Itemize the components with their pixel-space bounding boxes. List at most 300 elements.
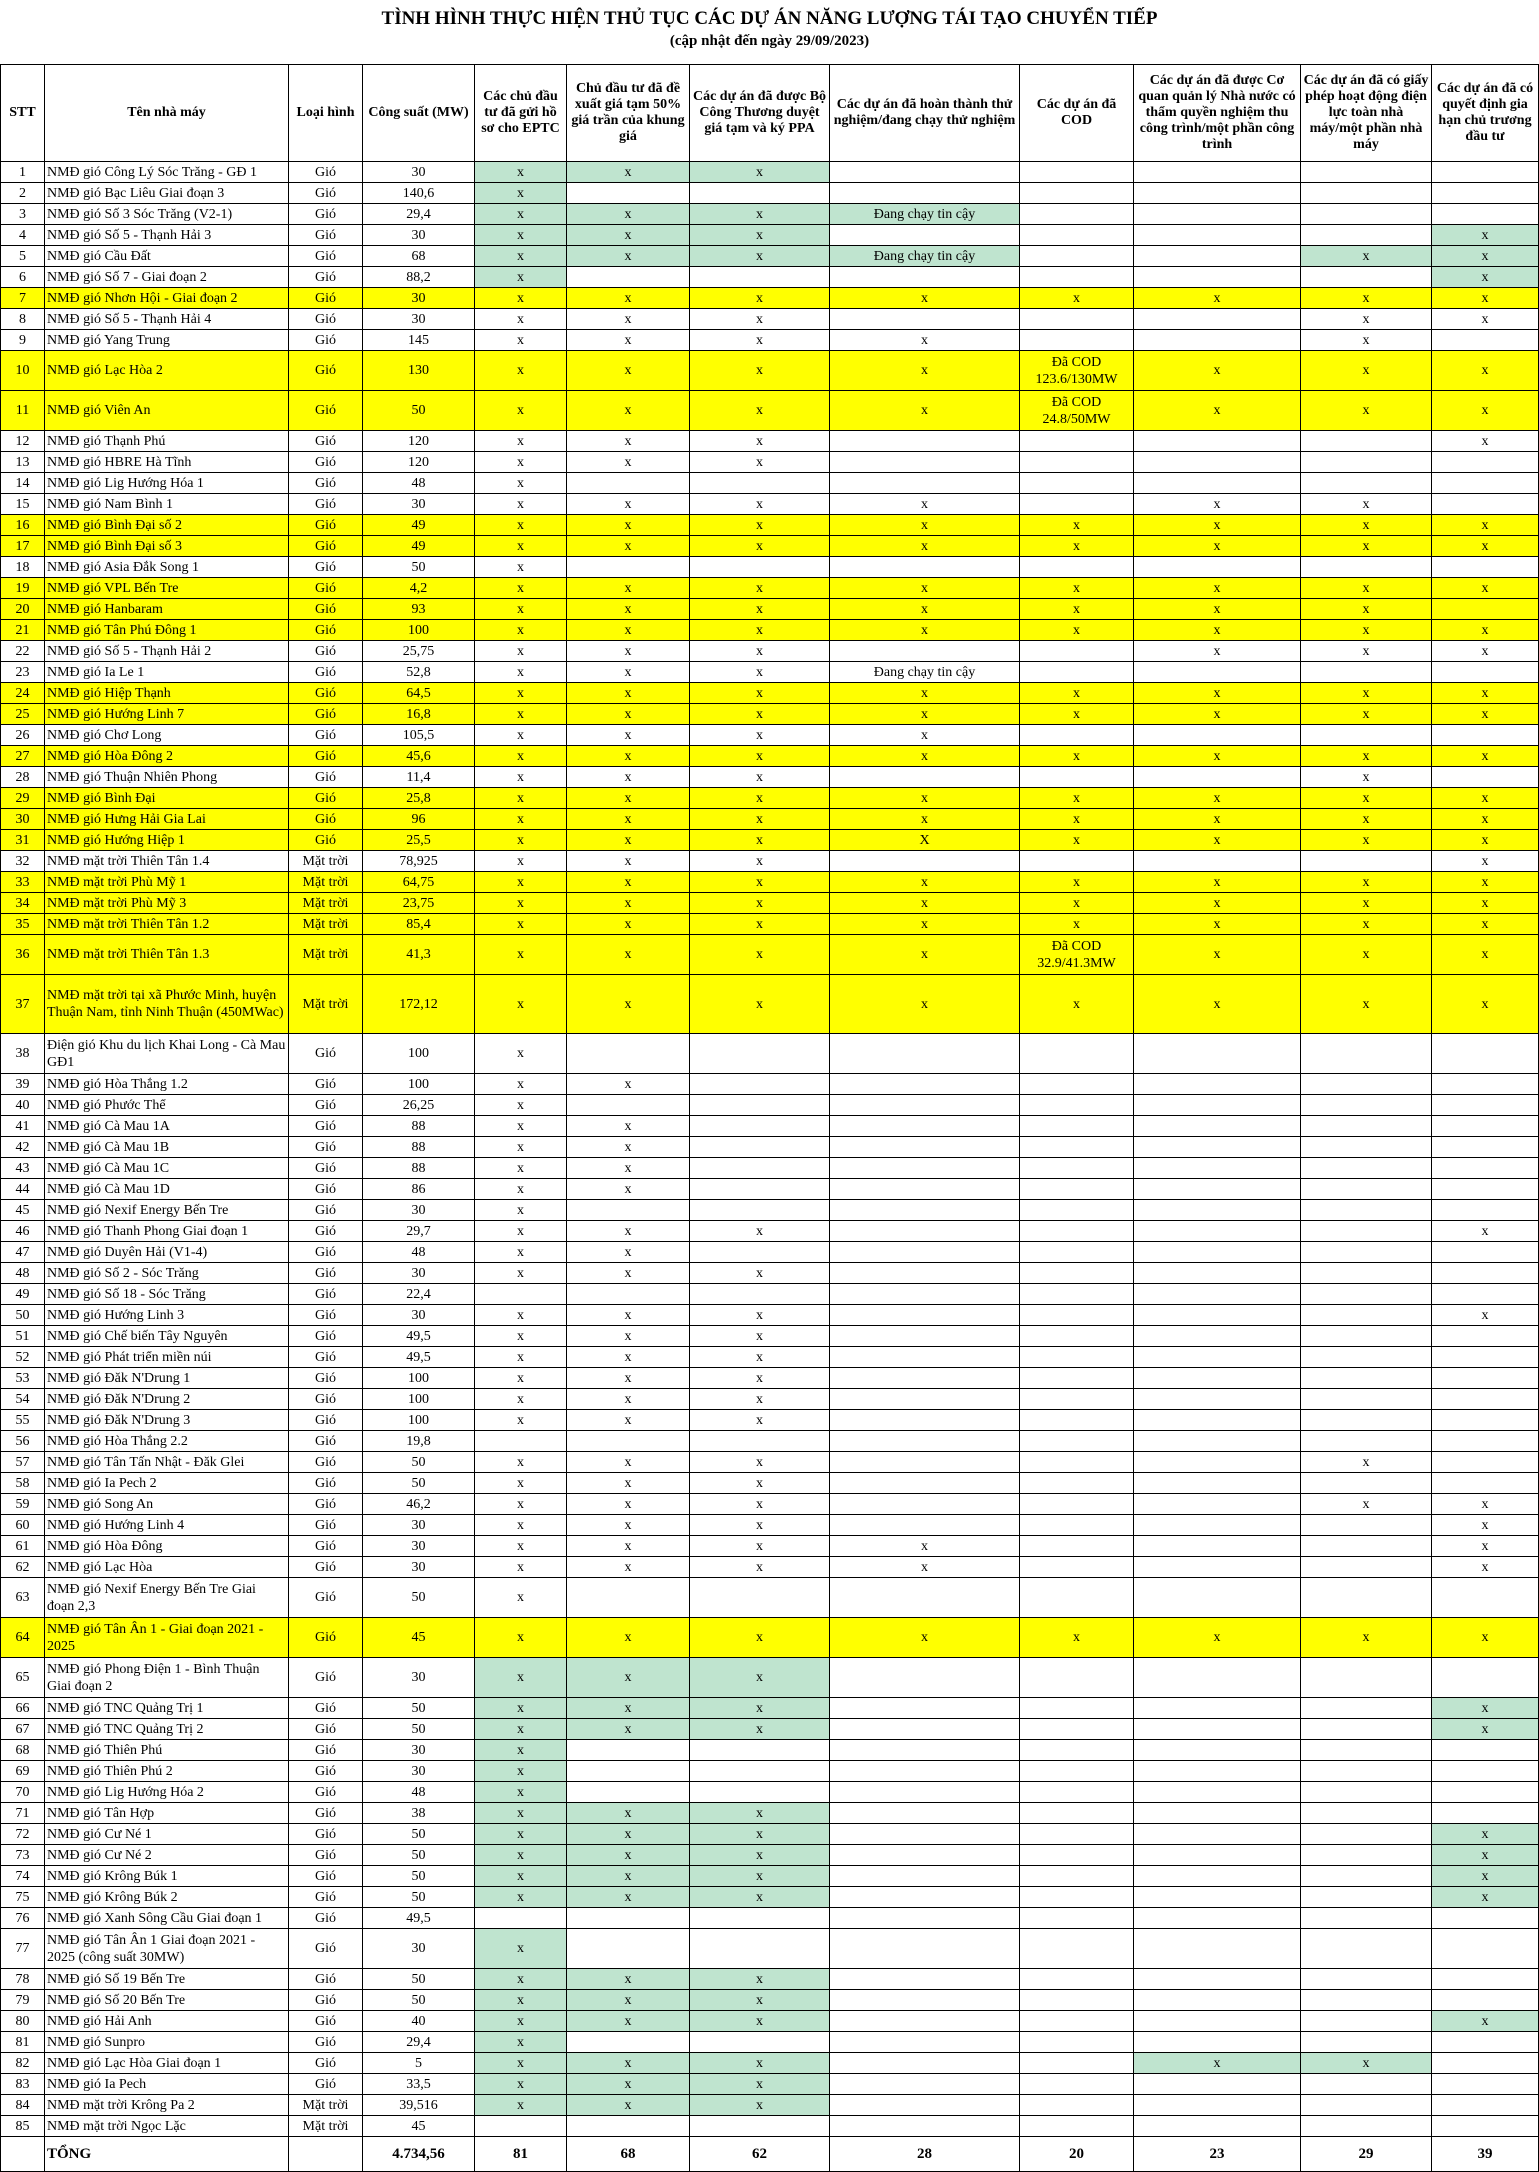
status-cell: x	[567, 309, 690, 330]
plant-type: Gió	[289, 1698, 363, 1719]
status-cell	[1020, 725, 1134, 746]
status-cell: x	[1301, 641, 1432, 662]
status-cell: x	[567, 2011, 690, 2032]
row-stt: 46	[1, 1221, 45, 1242]
table-row	[1, 2032, 1539, 2053]
status-cell	[1301, 1179, 1432, 1200]
status-cell	[1020, 1473, 1134, 1494]
status-cell: x	[1301, 746, 1432, 767]
plant-type: Gió	[289, 1095, 363, 1116]
status-cell: x	[475, 641, 567, 662]
status-cell: x	[567, 2095, 690, 2116]
status-cell: x	[690, 1969, 830, 1990]
status-cell	[1020, 473, 1134, 494]
status-cell: x	[1432, 1887, 1539, 1908]
status-cell: x	[567, 1557, 690, 1578]
status-cell	[1432, 1578, 1539, 1618]
header-cell: Các dự án đã hoàn thành thử nghiệm/đang chạy thử nghiệm	[830, 65, 1020, 162]
status-cell	[830, 1389, 1020, 1410]
status-cell: x	[475, 183, 567, 204]
plant-name: NMĐ mặt trời Ngọc Lặc	[45, 2116, 289, 2137]
plant-type: Mặt trời	[289, 914, 363, 935]
status-cell	[1301, 1368, 1432, 1389]
status-cell	[830, 1137, 1020, 1158]
status-cell: x	[690, 683, 830, 704]
status-cell	[1020, 267, 1134, 288]
status-cell: x	[1301, 246, 1432, 267]
status-cell	[1134, 1221, 1301, 1242]
status-cell	[690, 1179, 830, 1200]
status-cell: x	[567, 935, 690, 975]
row-stt: 66	[1, 1698, 45, 1719]
status-cell: x	[1134, 288, 1301, 309]
status-cell	[567, 1095, 690, 1116]
status-cell: x	[475, 267, 567, 288]
status-cell	[567, 473, 690, 494]
status-cell: x	[1301, 330, 1432, 351]
status-cell: x	[830, 288, 1020, 309]
status-cell	[1020, 452, 1134, 473]
status-cell	[1134, 452, 1301, 473]
status-cell	[1301, 1761, 1432, 1782]
status-cell	[1134, 1410, 1301, 1431]
status-cell	[1301, 473, 1432, 494]
status-cell	[1020, 767, 1134, 788]
status-cell: x	[830, 620, 1020, 641]
status-cell	[1432, 1137, 1539, 1158]
status-cell: x	[690, 809, 830, 830]
status-cell	[1134, 2095, 1301, 2116]
plant-capacity: 23,75	[363, 893, 475, 914]
status-cell	[830, 1824, 1020, 1845]
table-row	[1, 536, 1539, 557]
plant-name: NMĐ gió Bạc Liêu Giai đoạn 3	[45, 183, 289, 204]
status-cell	[1301, 225, 1432, 246]
status-cell: x	[475, 1536, 567, 1557]
status-cell	[1020, 1578, 1134, 1618]
row-stt: 32	[1, 851, 45, 872]
status-cell	[1432, 1347, 1539, 1368]
table-row	[1, 1389, 1539, 1410]
status-cell	[1020, 1158, 1134, 1179]
row-stt: 54	[1, 1389, 45, 1410]
table-row	[1, 431, 1539, 452]
status-cell	[1134, 1263, 1301, 1284]
status-cell	[1134, 2116, 1301, 2137]
status-cell: x	[567, 914, 690, 935]
plant-type: Gió	[289, 788, 363, 809]
plant-capacity: 30	[363, 225, 475, 246]
status-cell	[475, 1284, 567, 1305]
status-cell	[1432, 1284, 1539, 1305]
status-cell: x	[475, 1578, 567, 1618]
row-stt: 23	[1, 662, 45, 683]
status-cell: x	[1020, 599, 1134, 620]
plant-capacity: 45,6	[363, 746, 475, 767]
plant-type: Gió	[289, 1452, 363, 1473]
plant-name: NMĐ gió Nexif Energy Bến Tre Giai đoạn 2,3	[45, 1578, 289, 1618]
status-cell: x	[475, 662, 567, 683]
row-stt: 29	[1, 788, 45, 809]
status-cell	[567, 1929, 690, 1969]
status-cell	[1301, 1719, 1432, 1740]
status-cell	[1020, 1908, 1134, 1929]
table-row	[1, 557, 1539, 578]
plant-type: Gió	[289, 1929, 363, 1969]
status-cell: x	[475, 452, 567, 473]
status-cell: x	[1301, 914, 1432, 935]
status-cell	[1301, 1866, 1432, 1887]
status-cell: x	[1020, 872, 1134, 893]
status-cell: x	[1432, 1221, 1539, 1242]
total-type-cell	[289, 2137, 363, 2172]
status-cell: x	[475, 935, 567, 975]
plant-capacity: 30	[363, 1658, 475, 1698]
table-row	[1, 1200, 1539, 1221]
status-cell	[830, 1305, 1020, 1326]
status-cell: x	[830, 1618, 1020, 1658]
status-cell: x	[1301, 809, 1432, 830]
status-cell: x	[475, 1719, 567, 1740]
status-cell	[830, 2095, 1020, 2116]
status-cell	[475, 1908, 567, 1929]
status-cell	[1134, 246, 1301, 267]
status-cell: x	[567, 704, 690, 725]
status-cell	[567, 1740, 690, 1761]
plant-name: NMĐ gió Đăk N'Drung 2	[45, 1389, 289, 1410]
row-stt: 48	[1, 1263, 45, 1284]
plant-type: Gió	[289, 1515, 363, 1536]
status-cell: x	[1301, 1452, 1432, 1473]
status-cell	[1432, 2053, 1539, 2074]
plant-type: Gió	[289, 1431, 363, 1452]
status-cell	[830, 1761, 1020, 1782]
plant-name: NMĐ gió Thiên Phú	[45, 1740, 289, 1761]
row-stt: 19	[1, 578, 45, 599]
row-stt: 80	[1, 2011, 45, 2032]
row-stt: 56	[1, 1431, 45, 1452]
header-cell: Công suất (MW)	[363, 65, 475, 162]
row-stt: 35	[1, 914, 45, 935]
status-cell: x	[475, 1179, 567, 1200]
plant-capacity: 30	[363, 1515, 475, 1536]
status-cell: x	[475, 1990, 567, 2011]
row-stt: 76	[1, 1908, 45, 1929]
plant-capacity: 50	[363, 1473, 475, 1494]
status-cell	[690, 1200, 830, 1221]
status-cell: x	[567, 1618, 690, 1658]
status-cell	[1134, 725, 1301, 746]
status-cell: x	[1432, 267, 1539, 288]
plant-capacity: 64,5	[363, 683, 475, 704]
status-cell: x	[690, 1473, 830, 1494]
status-cell	[690, 557, 830, 578]
plant-name: NMĐ gió Ia Pech 2	[45, 1473, 289, 1494]
status-cell: x	[690, 2095, 830, 2116]
status-cell	[1020, 1284, 1134, 1305]
plant-name: NMĐ gió Hướng Linh 4	[45, 1515, 289, 1536]
status-cell	[1432, 1200, 1539, 1221]
status-cell	[1020, 1515, 1134, 1536]
status-cell: x	[567, 1116, 690, 1137]
status-cell: x	[567, 1179, 690, 1200]
table-row	[1, 1494, 1539, 1515]
status-cell	[1301, 1969, 1432, 1990]
status-cell: x	[830, 578, 1020, 599]
status-cell: x	[567, 1452, 690, 1473]
plant-type: Mặt trời	[289, 872, 363, 893]
status-cell	[830, 557, 1020, 578]
plant-name: NMĐ gió Chơ Long	[45, 725, 289, 746]
status-cell: x	[475, 1200, 567, 1221]
status-cell	[830, 1284, 1020, 1305]
row-stt: 83	[1, 2074, 45, 2095]
status-cell	[690, 1137, 830, 1158]
plant-type: Gió	[289, 1557, 363, 1578]
status-cell: x	[475, 162, 567, 183]
status-cell: x	[690, 2011, 830, 2032]
plant-name: NMĐ gió Tân Hợp	[45, 1803, 289, 1824]
status-cell: x	[690, 1618, 830, 1658]
status-cell: x	[475, 1929, 567, 1969]
status-cell: x	[1134, 975, 1301, 1034]
status-cell: x	[567, 1845, 690, 1866]
status-cell: x	[830, 893, 1020, 914]
status-cell: x	[475, 1095, 567, 1116]
status-cell: x	[690, 1494, 830, 1515]
status-cell	[1432, 1803, 1539, 1824]
status-cell: x	[567, 641, 690, 662]
plant-type: Gió	[289, 578, 363, 599]
row-stt: 67	[1, 1719, 45, 1740]
header-cell: Các dự án đã được Bộ Công Thương duyệt giá tạm và ký PPA	[690, 65, 830, 162]
table-row	[1, 893, 1539, 914]
status-cell	[830, 2032, 1020, 2053]
status-cell: x	[567, 1824, 690, 1845]
row-stt: 45	[1, 1200, 45, 1221]
status-cell	[830, 1578, 1020, 1618]
plant-type: Mặt trời	[289, 935, 363, 975]
status-cell	[1432, 1368, 1539, 1389]
status-cell	[1020, 1929, 1134, 1969]
status-cell	[690, 1284, 830, 1305]
table-row	[1, 1803, 1539, 1824]
status-cell: x	[475, 788, 567, 809]
status-cell: x	[690, 1347, 830, 1368]
status-cell	[1020, 1326, 1134, 1347]
plant-name: NMĐ gió Yang Trung	[45, 330, 289, 351]
row-stt: 5	[1, 246, 45, 267]
status-cell: x	[475, 1969, 567, 1990]
status-cell	[1134, 162, 1301, 183]
status-cell	[1134, 1034, 1301, 1074]
status-cell	[1301, 1658, 1432, 1698]
status-cell: x	[830, 330, 1020, 351]
status-cell	[1301, 183, 1432, 204]
status-cell	[1432, 1263, 1539, 1284]
status-cell: x	[475, 1557, 567, 1578]
row-stt: 27	[1, 746, 45, 767]
status-cell	[830, 2074, 1020, 2095]
status-cell: x	[567, 1326, 690, 1347]
status-cell: x	[690, 599, 830, 620]
plant-capacity: 4,2	[363, 578, 475, 599]
row-stt: 65	[1, 1658, 45, 1698]
status-cell: x	[567, 246, 690, 267]
status-cell: x	[475, 1368, 567, 1389]
status-cell: x	[690, 204, 830, 225]
status-cell	[1134, 1740, 1301, 1761]
status-cell: x	[475, 391, 567, 431]
status-cell: Đang chạy tin cậy	[830, 246, 1020, 267]
table-row	[1, 641, 1539, 662]
row-stt: 17	[1, 536, 45, 557]
status-cell: x	[475, 1410, 567, 1431]
plant-type: Gió	[289, 1074, 363, 1095]
status-cell	[1020, 1990, 1134, 2011]
plant-type: Gió	[289, 1158, 363, 1179]
plant-name: NMĐ mặt trời Thiên Tân 1.2	[45, 914, 289, 935]
status-cell: x	[567, 1515, 690, 1536]
row-stt: 78	[1, 1969, 45, 1990]
status-cell	[1134, 1929, 1301, 1969]
table-row	[1, 2095, 1539, 2116]
plant-capacity: 100	[363, 1074, 475, 1095]
status-cell: x	[475, 1389, 567, 1410]
status-cell	[1020, 2053, 1134, 2074]
status-cell	[475, 2116, 567, 2137]
status-cell	[1301, 1824, 1432, 1845]
status-cell: x	[475, 725, 567, 746]
total-count: 81	[475, 2137, 567, 2172]
plant-capacity: 100	[363, 1368, 475, 1389]
status-cell: x	[567, 1389, 690, 1410]
table-row	[1, 515, 1539, 536]
plant-capacity: 40	[363, 2011, 475, 2032]
status-cell: x	[475, 1824, 567, 1845]
plant-type: Gió	[289, 494, 363, 515]
status-cell: x	[567, 893, 690, 914]
status-cell	[1301, 1221, 1432, 1242]
status-cell	[690, 1116, 830, 1137]
row-stt: 44	[1, 1179, 45, 1200]
status-cell	[1301, 1074, 1432, 1095]
status-cell	[830, 1719, 1020, 1740]
status-cell	[475, 1431, 567, 1452]
status-cell	[1134, 1761, 1301, 1782]
status-cell: x	[567, 1990, 690, 2011]
plant-type: Gió	[289, 1536, 363, 1557]
status-cell	[1134, 225, 1301, 246]
status-cell: x	[1134, 351, 1301, 391]
table-row	[1, 830, 1539, 851]
table-row	[1, 1221, 1539, 1242]
status-cell	[1020, 246, 1134, 267]
status-cell: x	[1432, 935, 1539, 975]
status-cell: x	[475, 2074, 567, 2095]
status-cell	[1134, 330, 1301, 351]
plant-capacity: 49,5	[363, 1347, 475, 1368]
status-cell: x	[475, 1116, 567, 1137]
status-cell	[1432, 1389, 1539, 1410]
status-cell	[1134, 183, 1301, 204]
status-cell	[1020, 1179, 1134, 1200]
status-cell	[1134, 1158, 1301, 1179]
row-stt: 20	[1, 599, 45, 620]
status-cell	[1134, 1368, 1301, 1389]
plant-capacity: 93	[363, 599, 475, 620]
status-cell	[1020, 1782, 1134, 1803]
status-cell: x	[690, 1368, 830, 1389]
plant-name: NMĐ gió Tân Ân 1 Giai đoạn 2021 - 2025 (công suất 30MW)	[45, 1929, 289, 1969]
status-cell: x	[690, 330, 830, 351]
status-cell: x	[567, 809, 690, 830]
status-cell	[1301, 662, 1432, 683]
status-cell: x	[690, 225, 830, 246]
status-cell	[830, 1158, 1020, 1179]
status-cell: x	[567, 431, 690, 452]
status-cell: x	[475, 494, 567, 515]
status-cell	[1432, 557, 1539, 578]
plant-type: Gió	[289, 2053, 363, 2074]
status-cell	[1020, 851, 1134, 872]
status-cell	[1020, 309, 1134, 330]
status-cell: x	[475, 330, 567, 351]
plant-name: NMĐ gió Xanh Sông Cầu Giai đoạn 1	[45, 1908, 289, 1929]
status-cell: x	[1134, 536, 1301, 557]
status-cell	[830, 1740, 1020, 1761]
plant-capacity: 120	[363, 452, 475, 473]
plant-capacity: 172,12	[363, 975, 475, 1034]
header-row	[1, 65, 1539, 162]
status-cell: x	[567, 1347, 690, 1368]
status-cell	[567, 2116, 690, 2137]
status-cell: x	[1432, 1845, 1539, 1866]
status-cell	[1134, 1698, 1301, 1719]
status-cell	[567, 557, 690, 578]
status-cell: x	[475, 1242, 567, 1263]
status-cell: x	[567, 683, 690, 704]
header-cell: Các dự án đã có giấy phép hoạt động điện lực toàn nhà máy/một phần nhà máy	[1301, 65, 1432, 162]
plant-type: Gió	[289, 1618, 363, 1658]
plant-name: NMĐ gió Ia Le 1	[45, 662, 289, 683]
row-stt: 21	[1, 620, 45, 641]
status-cell: x	[475, 225, 567, 246]
plant-capacity: 33,5	[363, 2074, 475, 2095]
plant-name: NMĐ gió Công Lý Sóc Trăng - GĐ 1	[45, 162, 289, 183]
status-cell: x	[567, 1969, 690, 1990]
status-cell: x	[475, 1347, 567, 1368]
plant-capacity: 41,3	[363, 935, 475, 975]
status-cell: x	[1432, 1719, 1539, 1740]
status-cell: x	[567, 746, 690, 767]
row-stt: 61	[1, 1536, 45, 1557]
plant-capacity: 52,8	[363, 662, 475, 683]
status-cell	[1301, 2032, 1432, 2053]
plant-name: NMĐ gió Cư Né 1	[45, 1824, 289, 1845]
row-stt: 58	[1, 1473, 45, 1494]
status-cell	[690, 1095, 830, 1116]
row-stt: 1	[1, 162, 45, 183]
status-cell	[1301, 1034, 1432, 1074]
status-cell	[690, 1740, 830, 1761]
status-cell	[1134, 1284, 1301, 1305]
plant-type: Gió	[289, 683, 363, 704]
header-cell: Tên nhà máy	[45, 65, 289, 162]
status-cell	[1432, 2095, 1539, 2116]
status-cell	[1432, 1929, 1539, 1969]
status-cell	[1432, 662, 1539, 683]
